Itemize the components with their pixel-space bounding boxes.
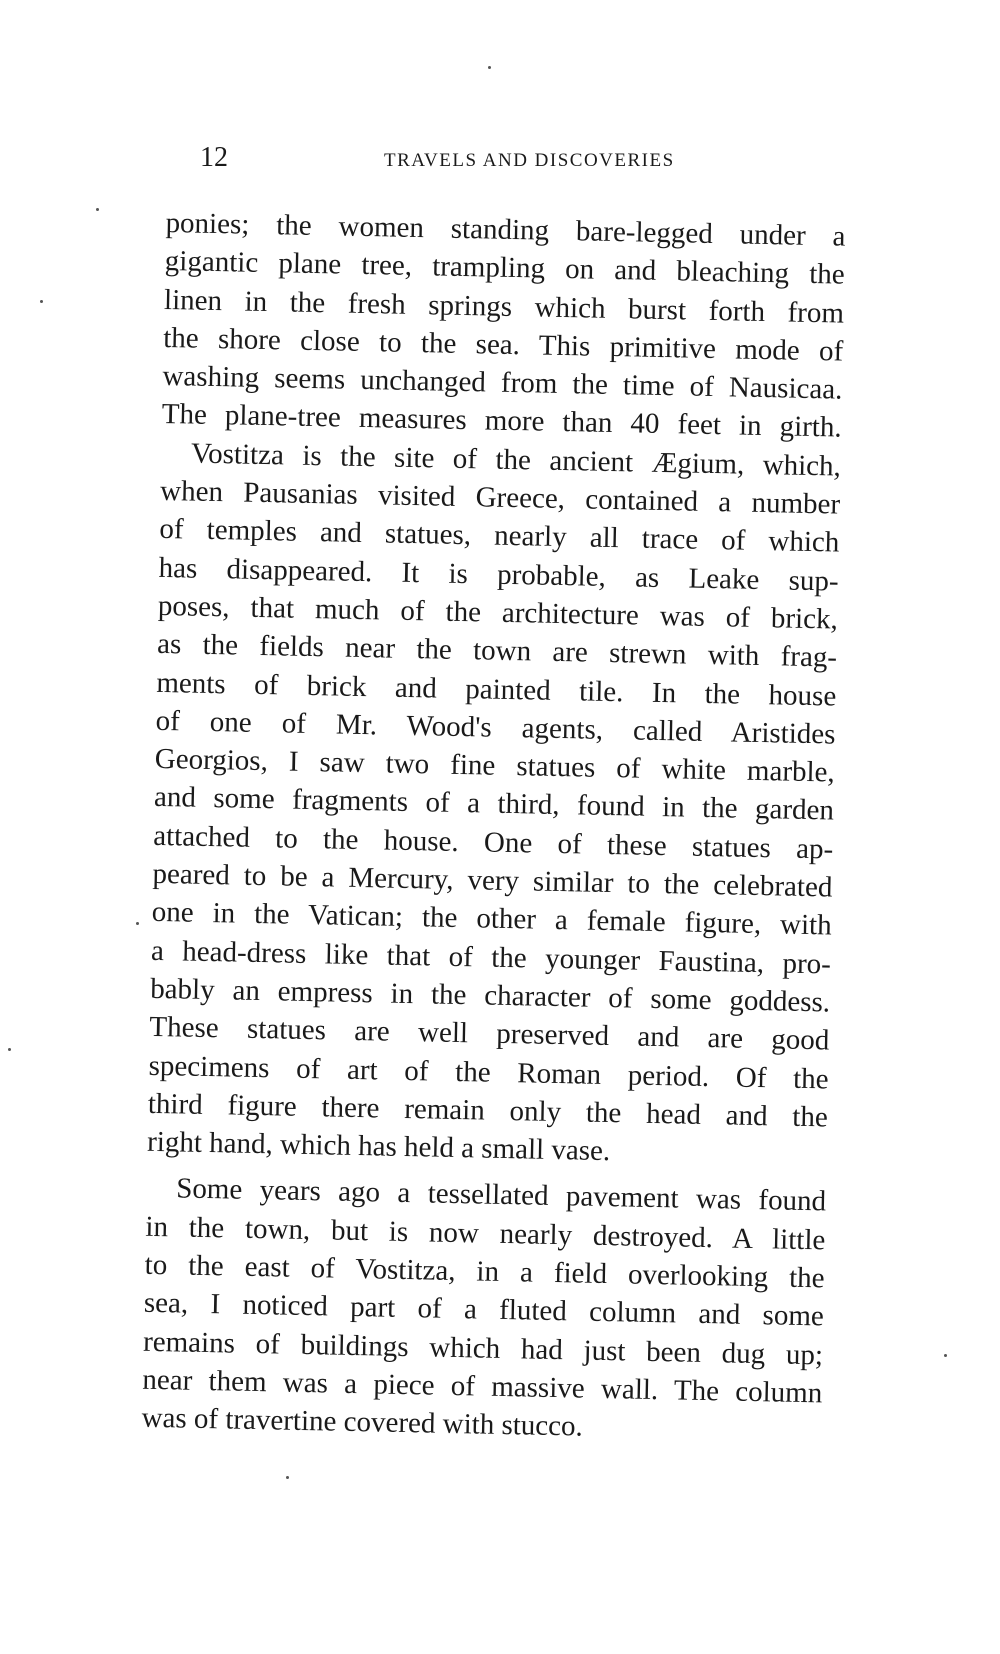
text-line: The plane-tree measures more than 40 feet in girth. <box>161 398 842 445</box>
scan-speck <box>40 300 43 303</box>
text-line: in the town, but is now nearly destroyed. A little <box>145 1210 826 1257</box>
text-line: bably an empress in the character of some goddess. <box>149 972 831 1019</box>
text-line: linen in the fresh springs which burst forth from <box>163 283 845 330</box>
text-line: washing seems unchanged from the time of Nausicaa. <box>162 360 843 406</box>
text-line: has disappeared. It is probable, as Leake sup- <box>158 551 839 598</box>
body-text <box>141 204 846 1451</box>
page-header <box>200 140 700 180</box>
text-line: sea, I noticed part of a fluted column and some <box>143 1287 825 1333</box>
text-line: peared to be a Mercury, very similar to the celebrated <box>152 857 833 904</box>
text-line: ments of brick and painted tile. In the house <box>156 666 837 713</box>
text-line: attached to the house. One of these statues ap- <box>152 819 834 866</box>
text-line: a head-dress like that of the younger Faustina, pro- <box>150 934 832 981</box>
text-line: Vostitza is the site of the ancient Ægium, which, <box>190 437 842 483</box>
scan-speck <box>286 1476 289 1479</box>
text-line: gigantic plane tree, trampling on and bleaching the <box>164 245 846 291</box>
text-line: to the east of Vostitza, in a field overlooking the <box>144 1248 825 1295</box>
running-title: TRAVELS AND DISCOVERIES <box>384 150 675 171</box>
text-line: one in the Vatican; the other a female figure, with <box>151 896 832 942</box>
text-line: and some fragments of a third, found in the garden <box>153 781 835 827</box>
text-line: of one of Mr. Wood's agents, called Aristides <box>155 704 836 751</box>
text-line: near them was a piece of massive wall. The column <box>142 1363 823 1410</box>
text-line: poses, that much of the architecture was of brick, <box>157 589 839 636</box>
scan-speck <box>488 66 491 69</box>
page-number: 12 <box>200 142 228 173</box>
text-line: Georgios, I saw two fine statues of white marble, <box>154 743 836 789</box>
scan-speck <box>944 1354 947 1357</box>
scan-speck <box>136 922 139 925</box>
text-line: These statues are well preserved and are good <box>149 1011 830 1057</box>
scan-speck <box>8 1048 11 1051</box>
text-line: of temples and statues, nearly all trace of which <box>159 513 840 559</box>
paragraph-2 <box>147 434 841 1175</box>
text-line: third figure there remain only the head and the <box>147 1087 829 1134</box>
text-line: right hand, which has held a small vase. <box>146 1125 611 1168</box>
scan-speck <box>96 208 99 211</box>
text-line: was of travertine covered with stucco. <box>141 1401 584 1443</box>
text-line: remains of buildings which had just been dug up; <box>142 1325 824 1372</box>
text-line: as the fields near the town are strewn with frag- <box>156 628 838 674</box>
text-line: the shore close to the sea. This primitive mode of <box>162 321 844 368</box>
text-line: when Pausanias visited Greece, contained a number <box>159 475 841 521</box>
paragraph-1 <box>161 204 845 447</box>
text-line: Some years ago a tessellated pavement was found <box>175 1172 827 1218</box>
text-line: ponies; the women standing bare-legged under a <box>165 206 846 253</box>
paragraph-3 <box>141 1169 826 1451</box>
text-line: specimens of art of the Roman period. Of the <box>148 1049 829 1096</box>
